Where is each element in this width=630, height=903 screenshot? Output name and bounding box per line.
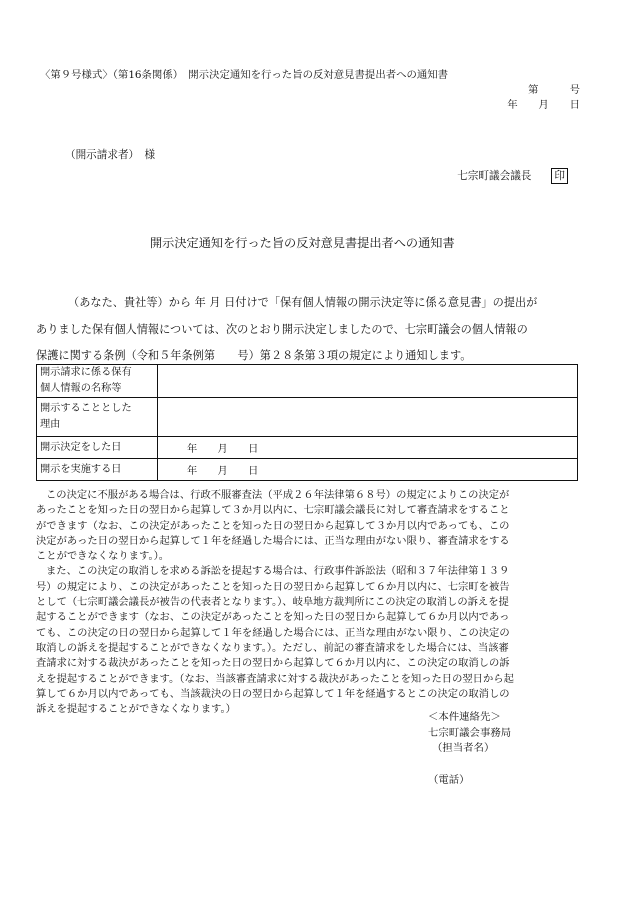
document-title: 開示決定通知を行った旨の反対意見書提出者への通知書 [150,236,455,250]
contact-office: 七宗町議会事務局 [428,726,512,739]
body-line: ありました保有個人情報については、次のとおり開示決定しましたので、七宗町議会の個人情報の [36,322,528,336]
issuer [457,168,568,184]
table-value-cell [158,398,578,437]
contact-block [428,710,511,788]
table-label-line: 開示することとした [40,403,132,414]
notice-line: ができます（なお、この決定があったことを知った日の翌日から起算して３か月以内であっても、この [36,519,510,532]
document-number: 第 号 [528,84,580,96]
notice-line: ても、この決定の日の翌日から起算して１年を経過した場合には、正当な理由がない限り、この決定の [36,626,510,639]
notice-line: えを提起することができます。（なお、当該審査請求に対する裁決があったことを知った日の翌日から起 [36,672,514,685]
table-row [37,437,578,459]
decision-date-value: 年 月 日 [187,444,259,455]
info-table [36,364,578,481]
body-line: （あなた、貴社等）から 年 月 日付けで「保有個人情報の開示決定等に係る意見書」の提出が [68,296,538,309]
table-row [37,398,578,437]
disclosure-date-value: 年 月 日 [187,466,259,477]
notice-line: また、この決定の取消しを求める訴訟を提起する場合は、行政事件訴訟法（昭和３７年法律第１３９ [46,565,510,578]
seal-mark: 印 [551,168,568,184]
contact-tel: （電話） [428,773,470,786]
notice-line: 訴えを提起することができなくなります。） [36,703,236,716]
notice-line: 取消しの訴えを提起することができなくなります。）。ただし、前記の審査請求をした場合には、当該審 [36,641,509,654]
table-label-cell: 開示決定をした日 [37,437,158,459]
notice-line: ことができなくなります。）。 [36,550,170,563]
contact-heading: ＜本件連絡先＞ [428,711,501,723]
notice-line: 決定があった日の翌日から起算して１年を経過した場合には、正当な理由がない限り、審査請求をする [36,534,510,547]
body-text [36,290,592,370]
document-date: 年 月 日 [507,99,580,111]
notice-line: 号）の規定により、この決定があったことを知った日の翌日から起算して６か月以内に、七宗町を被告 [36,580,510,593]
table-label-cell [37,365,158,398]
contact-person: （担当者名） [432,742,495,754]
body-line: 保護に関する条例（令和５年条例第 号）第２８条第３項の規定により通知します。 [36,349,472,362]
table-label-line: 理由 [40,419,61,430]
addressee: （開示請求者） 様 [65,149,156,161]
form-label: 〈第９号様式〉（第16条関係） 開示決定通知を行った旨の反対意見書提出者への通知書 [40,69,449,81]
table-value-cell [158,365,578,398]
appeal-notice [36,488,584,717]
table-label-cell: 開示を実施する日 [37,459,158,481]
notice-line: あったことを知った日の翌日から起算して３か月以内に、七宗町議会議長に対して審査請求をすること [36,504,510,517]
notice-line: 査請求に対する裁決があったことを知った日の翌日から起算して６か月以内に、この決定の取消しの訴 [36,657,510,670]
table-row [37,459,578,481]
table-value-cell [158,437,578,459]
table-label-line: 開示請求に係る保有 [40,367,132,378]
table-value-cell [158,459,578,481]
notice-line: 算して６か月以内であっても、当該裁決の日の翌日から起算して１年を経過するとこの決定の取消しの [36,687,510,700]
notice-line: 起することができます（なお、この決定があったことを知った日の翌日から起算して６か月以内であっ [36,611,510,624]
table-label-cell [37,398,158,437]
issuer-name: 七宗町議会議長 [457,170,532,182]
notice-line: として（七宗町議会議長が被告の代表者となります。）、岐阜地方裁判所にこの決定の取消しの訴えを提 [36,596,509,609]
table-row [37,365,578,398]
table-label-line: 個人情報の名称等 [40,383,122,394]
notice-line: この決定に不服がある場合は、行政不服審査法（平成２６年法律第６８号）の規定によりこの決定が [46,489,510,501]
